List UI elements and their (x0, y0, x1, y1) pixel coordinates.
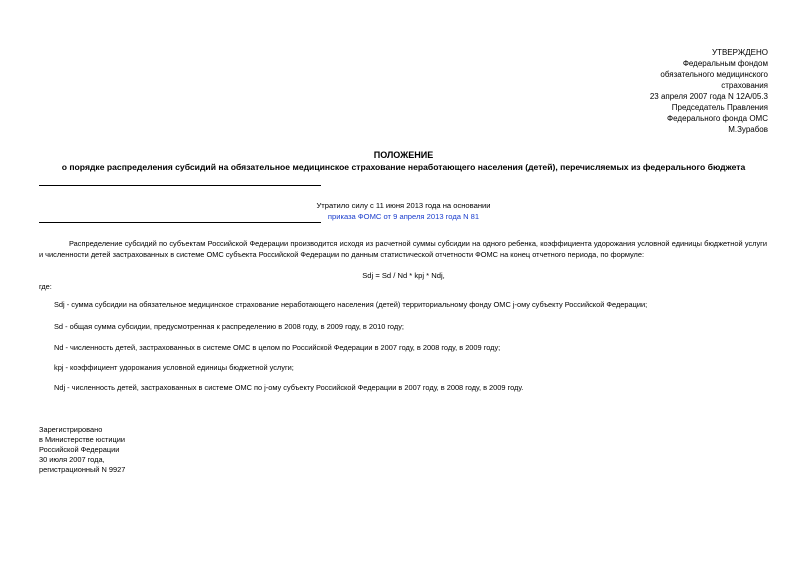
registration-line: регистрационный N 9927 (39, 465, 126, 474)
definition-item: Ndj - численность детей, застрахованных в системе ОМС по j-ому субъекту Российской Федерации в 2007 году, в 2008 году, в 2009 году. (54, 383, 524, 392)
definition-item: Sdj - сумма субсидии на обязательное медицинское страхование неработающего населения (детей) территориальному фонду ОМС j-ому субъекту Российской Федерации; (54, 300, 648, 309)
document-subtitle: о порядке распределения субсидий на обязательное медицинское страхование неработающего населения (детей), перечисляемых из федерального бюджета (61, 162, 746, 172)
intro-paragraph: Распределение субсидий по субъектам Российской Федерации производится исходя из расчетной суммы субсидии на одного ребенка, коэффициента удорожания условной единицы бюджетной услуги и численности детей застрахованных в системе ОМС субъекта Российской Федерации по данным статистической отчетности ФОМС на конец отчетного периода, по формуле: (39, 239, 767, 259)
approval-block (650, 47, 768, 135)
status-text: Утратило силу с 11 июня 2013 года на основании (316, 201, 491, 210)
definition-item: kpj - коэффициент удорожания условной единицы бюджетной услуги; (54, 363, 294, 372)
definition-item: Nd - численность детей, застрахованных в системе ОМС в целом по Российской Федерации в 2007 году, в 2008 году, в 2009 году; (54, 343, 501, 352)
approval-line: страхования (721, 81, 768, 90)
where-label: где: (39, 282, 52, 291)
approval-line: М.Зурабов (728, 125, 768, 134)
repeal-order-link[interactable]: приказа ФОМС от 9 апреля 2013 года N 81 (327, 212, 480, 221)
divider-top (39, 185, 321, 186)
approval-line: обязательного медицинского (660, 70, 768, 79)
approval-line: Председатель Правления (671, 103, 768, 112)
divider-bottom (39, 222, 321, 223)
registration-line: в Министерстве юстиции (39, 435, 126, 444)
approval-line: УТВЕРЖДЕНО (711, 48, 768, 57)
approval-line: 23 апреля 2007 года N 12А/05.3 (649, 92, 768, 101)
document-title: ПОЛОЖЕНИЕ (373, 150, 434, 160)
status-notice (0, 200, 807, 222)
registration-line: Зарегистрировано (39, 425, 103, 434)
definition-item: Sd - общая сумма субсидии, предусмотренная к распределению в 2008 году, в 2009 году, в 2010 году; (54, 322, 404, 331)
formula: Sdj = Sd / Nd * kpj * Ndj, (362, 271, 445, 280)
registration-line: 30 июля 2007 года, (39, 455, 105, 464)
registration-block (39, 425, 125, 475)
approval-line: Федерального фонда ОМС (667, 114, 768, 123)
approval-line: Федеральным фондом (682, 59, 768, 68)
registration-line: Российской Федерации (39, 445, 120, 454)
